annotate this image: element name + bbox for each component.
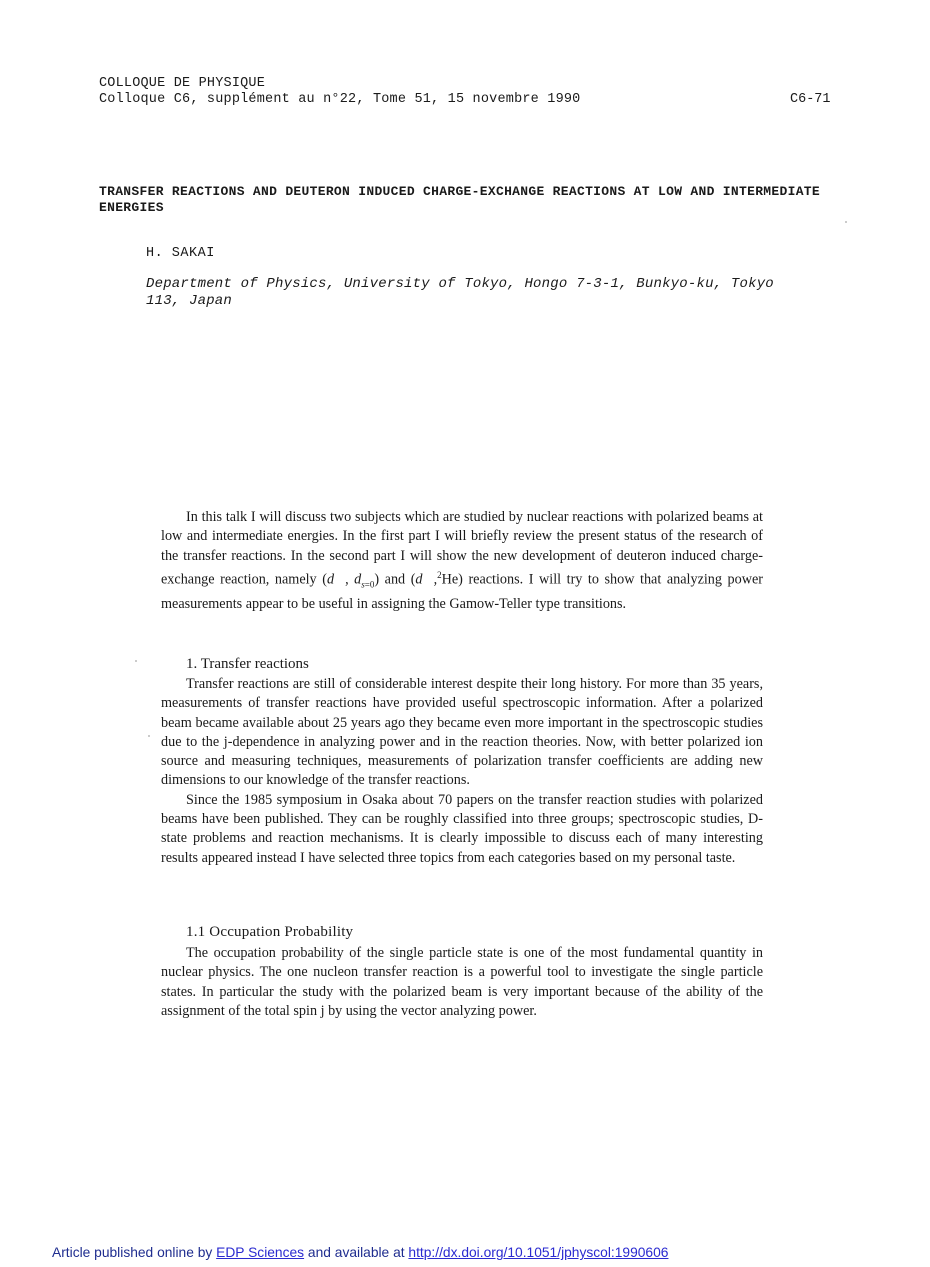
section-transfer-reactions xyxy=(161,675,763,868)
abstract xyxy=(161,508,763,614)
scan-speck xyxy=(135,660,137,662)
scan-speck xyxy=(148,735,150,737)
abstract-text-2: and xyxy=(384,571,406,588)
abstract-paragraph: In this talk I will discuss two subjects which are studied by nuclear reactions with polarized beams at low and intermediate energies. In the first part I will briefly review the present status of the research of the transfer reactions. In the second part I will show the new development of deuteron induced charge-exchange reaction, namely (d⃗, $d_{s=0}$) and (d⃗,$^2$He) reactions. I will try to show that analyzing power measurements appear to be useful in assigning the Gamow-Teller type transitions. xyxy=(161,509,763,612)
section-occupation-probability xyxy=(161,944,763,1021)
abstract-text-1: In this talk I will discuss two subjects which are studied by nuclear reactions with polarized beams at low and intermediate energies. In the first part I will briefly review the present status of the research of the transfer reactions. In the second part I will show the new development of deuteron induced charge-exchange reaction, namely xyxy=(161,509,763,588)
publisher-link[interactable]: EDP Sciences xyxy=(216,1245,305,1260)
paper-title: TRANSFER REACTIONS AND DEUTERON INDUCED CHARGE-EXCHANGE REACTIONS AT LOW AND INTERMEDIATE ENERGIES xyxy=(99,184,821,215)
scan-speck xyxy=(845,221,847,223)
section-heading-transfer-reactions: 1. Transfer reactions xyxy=(186,656,309,672)
page-number: C6-71 xyxy=(790,92,831,107)
publication-footer xyxy=(52,1245,668,1260)
section-heading-occupation-probability: 1.1 Occupation Probability xyxy=(186,924,354,940)
abstract-text-3: reactions. I will try to show that analyzing power measurements appear to be useful in assigning the Gamow-Teller type transitions. xyxy=(161,571,763,612)
body-paragraph: Since the 1985 symposium in Osaka about 70 papers on the transfer reaction studies with polarized beams have been published. They can be roughly classified into three groups; spectroscopic studies, D-state problems and reaction mechanisms. It is clearly impossible to discuss each of many interesting results appeared instead I have selected three topics from each categories based on my personal taste. xyxy=(161,791,763,866)
footer-prefix: Article published online by xyxy=(52,1245,213,1260)
journal-name: COLLOQUE DE PHYSIQUE xyxy=(99,76,266,91)
doi-link[interactable]: http://dx.doi.org/10.1051/jphyscol:1990606 xyxy=(408,1245,669,1260)
body-paragraph: Transfer reactions are still of considerable interest despite their long history. For more than 35 years, measurements of transfer reactions have provided useful spectroscopic information. After a polarized beam became available about 25 years ago they became even more important in the spectroscopic studies due to the j-dependence in analyzing power and in the reaction theories. Now, with better polarized ion source and measuring techniques, measurements of polarization transfer coefficients are adding new dimensions to our knowledge of the transfer reactions. xyxy=(161,676,763,789)
author-affiliation: Department of Physics, University of Tokyo, Hongo 7-3-1, Bunkyo-ku, Tokyo 113, Japan xyxy=(146,276,774,309)
journal-issue: Colloque C6, supplément au n°22, Tome 51, 15 novembre 1990 xyxy=(99,92,581,107)
body-paragraph: The occupation probability of the single particle state is one of the most fundamental quantity in nuclear physics. The one nucleon transfer reaction is a powerful tool to investigate the single particle states. In particular the study with the polarized beam is very important because of the ability of the assignment of the total spin j by using the vector analyzing power. xyxy=(161,945,763,1019)
footer-middle: and available at xyxy=(307,1245,405,1260)
author-name: H. SAKAI xyxy=(146,246,215,261)
